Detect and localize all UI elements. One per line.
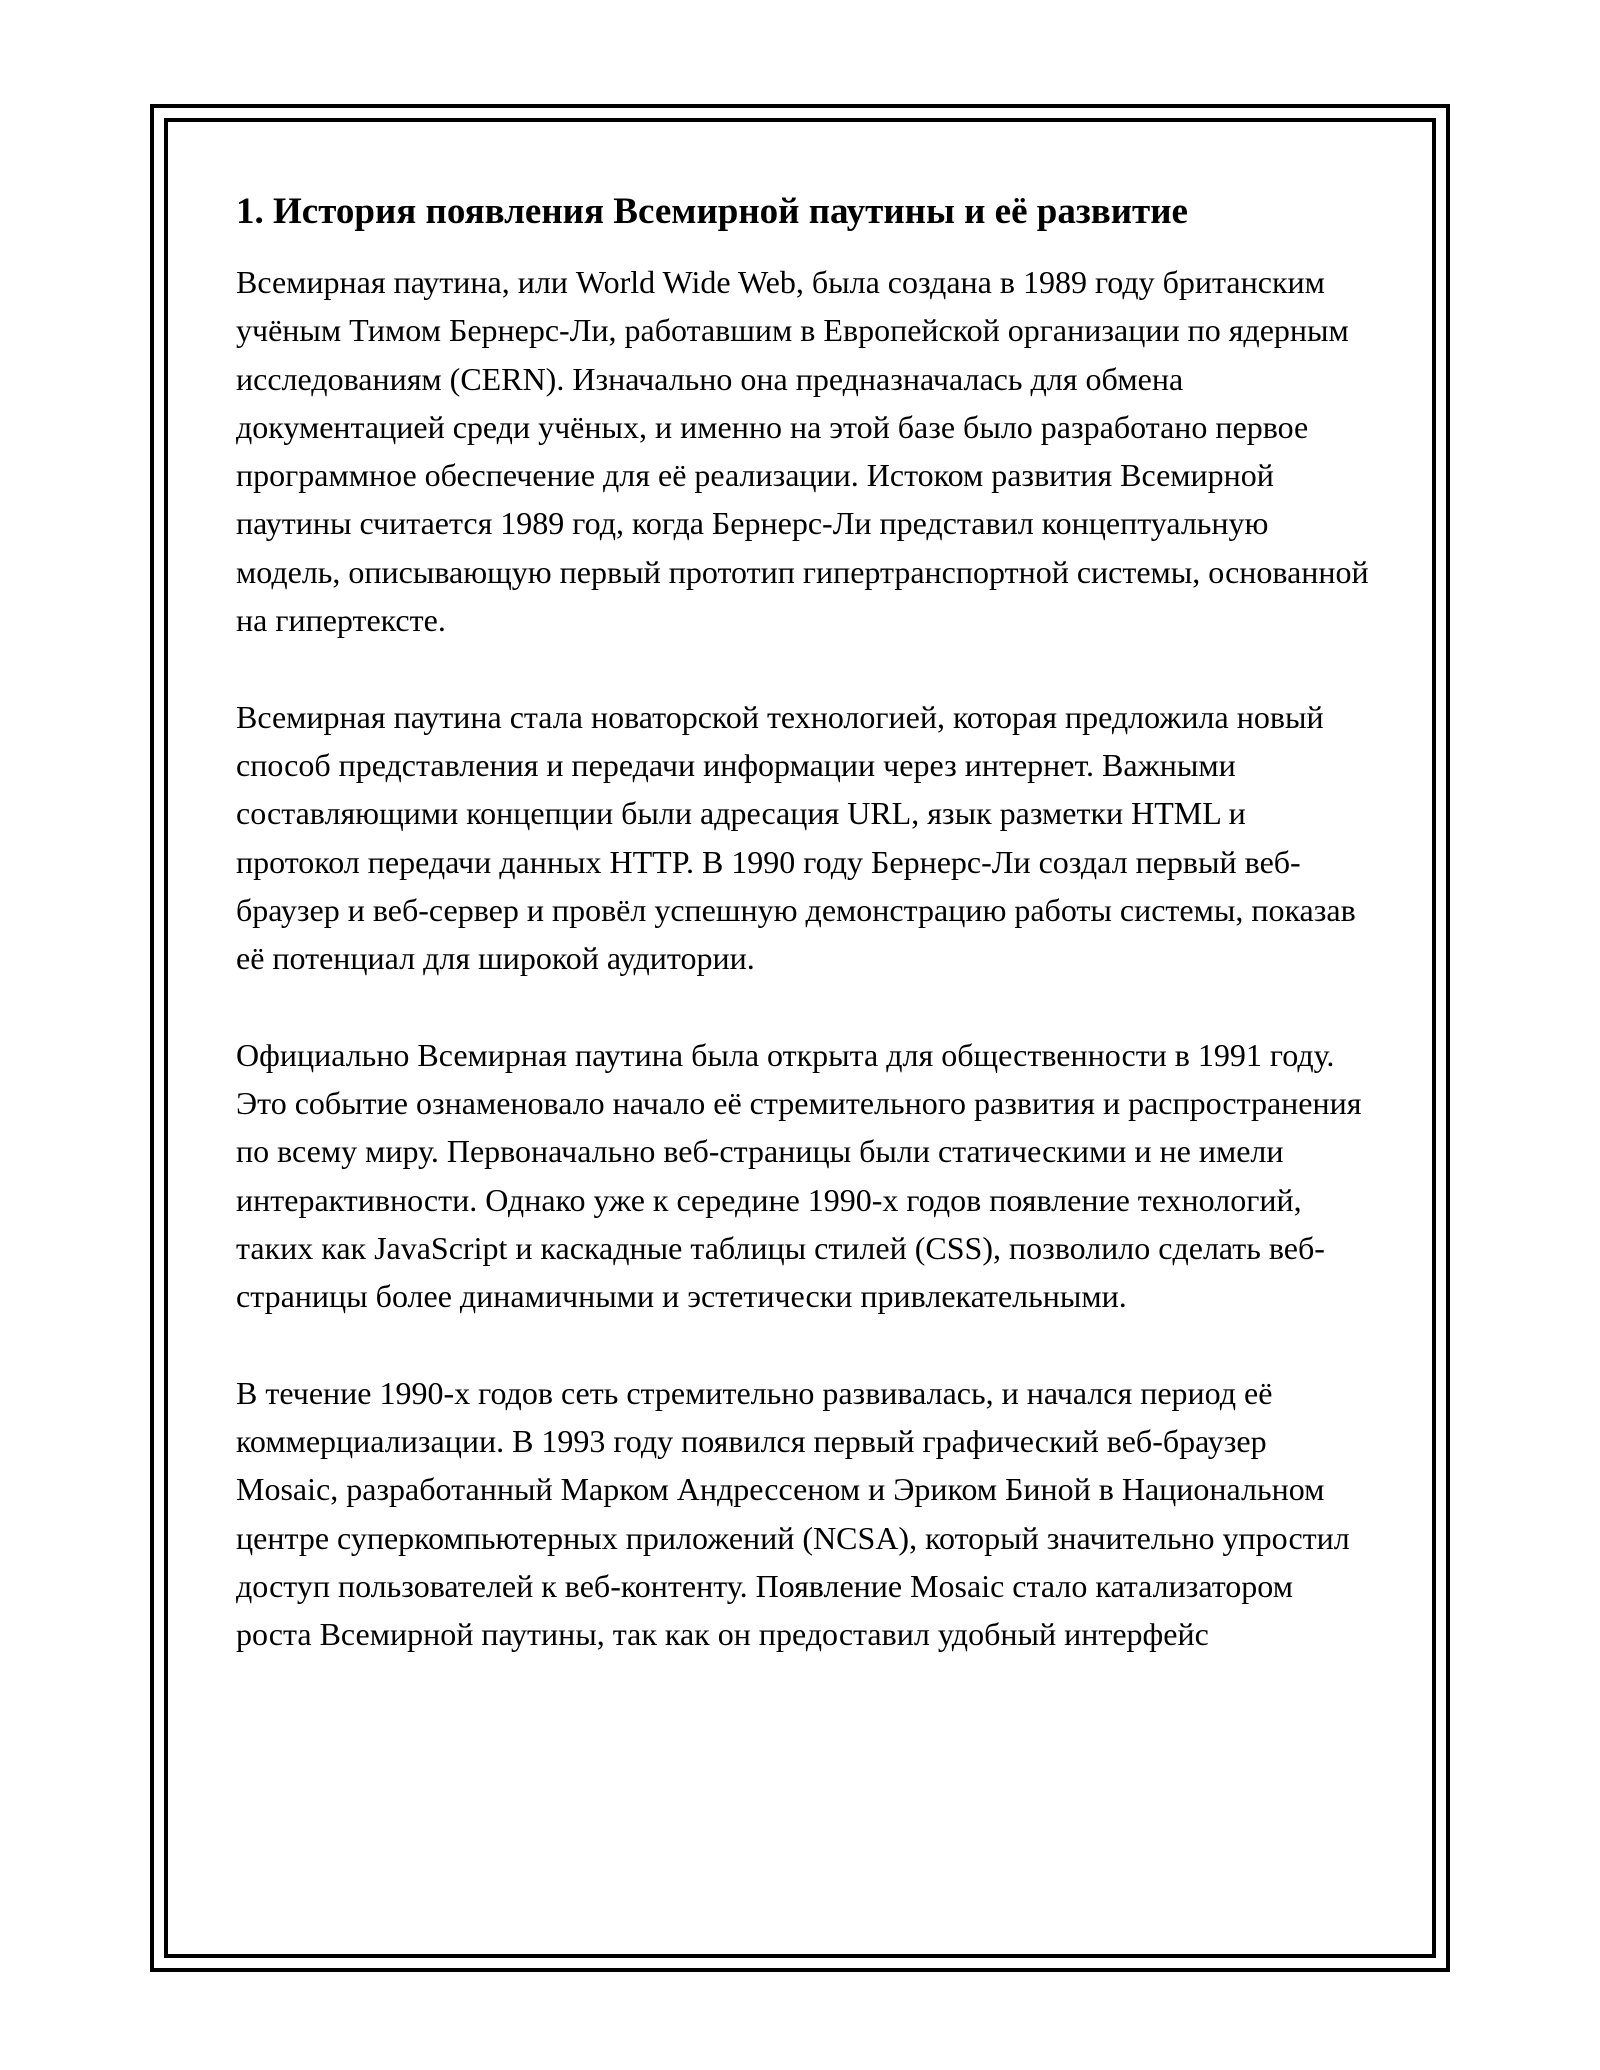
paragraph-4: В течение 1990-х годов сеть стремительно развивалась, и начался период её коммерциализации. В 1993 году появился первый графический веб-браузер Mosaic, разработанный Марком Андрессеном и Эриком Биной в Национальном центре суперкомпьютерных приложений (NCSA), который значительно упростил доступ пользователей к веб-контенту. Появление Mosaic стало катализатором роста Всемирной паутины, так как он предоставил удобный интерфейс bbox=[236, 1374, 1350, 1653]
paragraph-1: Всемирная паутина, или World Wide Web, была создана в 1989 году британским учёным Тимом Бернерс-Ли, работавшим в Европейской организации по ядерным исследованиям (CERN). Изначально она предназначалась для обмена документацией среди учёных, и именно на этой базе было разработано первое программное обеспечение для её реализации. Истоком развития Всемирной паутины считается 1989 год, когда Бернерс-Ли представил концептуальную модель, описывающую первый прототип гипертранспортной системы, основанной на гипертексте. bbox=[236, 264, 1369, 639]
paragraph-3: Официально Всемирная паутина была открыта для общественности в 1991 году. Это событие ознаменовало начало её стремительного развития и распространения по всему миру. Первоначально веб-страницы были статическими и не имели интерактивности. Однако уже к середине 1990-х годов появление технологий, таких как JavaScript и каскадные таблицы стилей (CSS), позволило сделать веб-страницы более динамичными и эстетически привлекательными. bbox=[236, 1036, 1362, 1315]
section-heading: 1. История появления Всемирной паутины и её развитие bbox=[236, 191, 1188, 232]
document-body bbox=[236, 188, 1376, 1659]
paragraph-2: Всемирная паутина стала новаторской технологией, которая предложила новый способ представления и передачи информации через интернет. Важными составляющими концепции были адресация URL, язык разметки HTML и протокол передачи данных HTTP. В 1990 году Бернерс-Ли создал первый веб-браузер и веб-сервер и провёл успешную демонстрацию работы системы, показав её потенциал для широкой аудитории. bbox=[236, 698, 1356, 977]
